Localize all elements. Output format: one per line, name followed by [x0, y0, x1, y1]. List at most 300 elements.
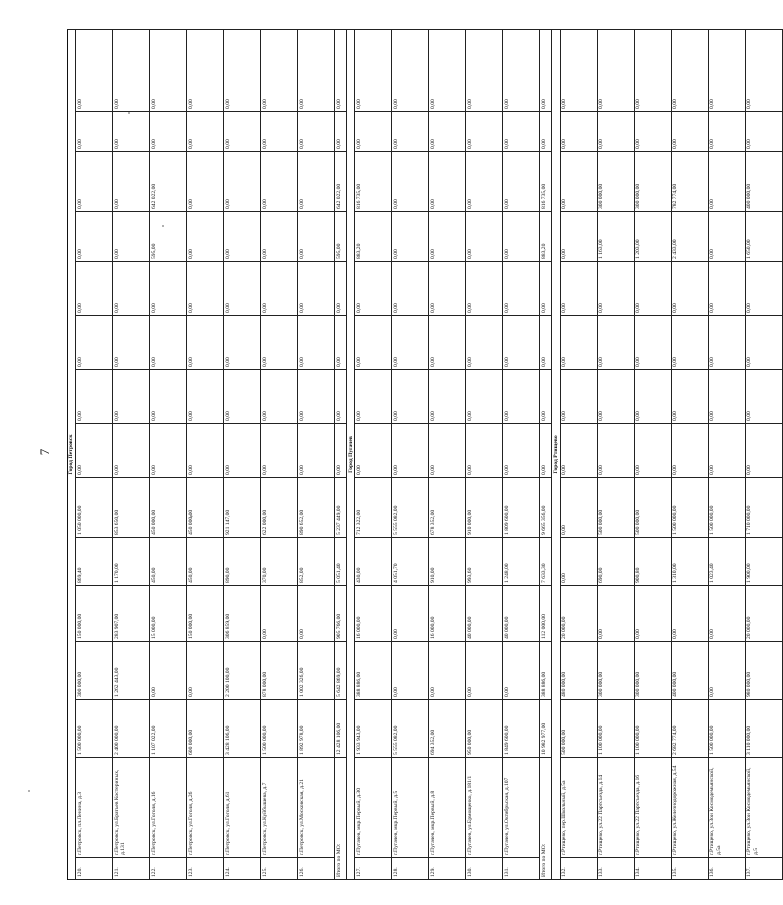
row-address: г.Ртищево, ул.Железнодорожная, д.54: [671, 758, 708, 858]
row-value: 0,00: [298, 316, 335, 370]
row-value: 910,00: [429, 538, 466, 586]
row-value: 1 900,00: [745, 538, 782, 586]
row-value: 0,00: [745, 29, 782, 111]
row-value: 4 051,70: [392, 538, 429, 586]
row-value: 0,00: [76, 370, 113, 424]
row-value: 1 100 000,00: [597, 700, 634, 758]
row-value: 300 000,00: [76, 642, 113, 700]
row-value: 150 000,00: [187, 586, 224, 642]
row-value: 0,00: [392, 262, 429, 316]
row-value: 0,00: [392, 586, 429, 642]
row-value: 0,00: [503, 262, 540, 316]
row-number: 134.: [634, 858, 671, 880]
rotated-table: [67, 30, 759, 880]
row-value: 20 000,00: [560, 586, 597, 642]
row-value: 0,00: [187, 262, 224, 316]
row-value: 869,40: [76, 538, 113, 586]
row-value: 0,00: [745, 424, 782, 478]
row-value: 642 022,00: [150, 152, 187, 212]
row-value: 694 352,00: [429, 700, 466, 758]
row-value: 0,00: [298, 370, 335, 424]
row-value: 0,00: [150, 424, 187, 478]
row-value: 16 000,00: [355, 586, 392, 642]
row-value: 782 774,00: [671, 152, 708, 212]
row-value: 450,00: [150, 538, 187, 586]
row-value: 0,00: [76, 152, 113, 212]
row-value: 678 352,00: [429, 478, 466, 538]
row-value: 0,00: [187, 424, 224, 478]
row-number: 127.: [355, 858, 392, 880]
row-value: 480 000,00: [560, 642, 597, 700]
table-row: [597, 29, 634, 879]
row-value: 0,00: [150, 316, 187, 370]
row-address: г.Ртищево, ул.22 Партсъезда, д.14: [597, 758, 634, 858]
total-value: 10 982 977,00: [540, 700, 552, 758]
row-value: 0,00: [113, 424, 150, 478]
row-value: 1 500 000,00: [261, 700, 298, 758]
row-address: г.Ртищево, ул.Зои Космодемьянской, д.5а: [708, 758, 745, 858]
row-number: 129.: [429, 858, 466, 880]
total-value: 0,00: [540, 316, 552, 370]
row-number: 126.: [298, 858, 335, 880]
row-value: 921 147,00: [224, 478, 261, 538]
row-value: 0,00: [187, 29, 224, 111]
row-value: 0,00: [466, 316, 503, 370]
row-value: 0,00: [224, 424, 261, 478]
row-value: 0,00: [560, 262, 597, 316]
row-number: 130.: [466, 858, 503, 880]
row-value: 450 000,00: [150, 478, 187, 538]
row-value: 0,00: [76, 212, 113, 262]
total-value: 595,00: [335, 212, 347, 262]
row-value: 1 933 943,00: [355, 700, 392, 758]
table-row: [503, 29, 540, 879]
row-value: 0,00: [298, 112, 335, 152]
row-value: 2 200 100,00: [224, 642, 261, 700]
row-value: 0,00: [261, 586, 298, 642]
row-value: 306 859,00: [224, 586, 261, 642]
row-value: 852,00: [298, 538, 335, 586]
row-value: 0,00: [261, 262, 298, 316]
row-address: г.Ртищево, ул.Зои Космодемьянской, д.5: [745, 758, 782, 858]
row-number: 124.: [224, 858, 261, 880]
row-value: 0,00: [429, 262, 466, 316]
table-row: [113, 29, 150, 879]
row-value: 300 000,00: [597, 642, 634, 700]
row-value: 20 000,00: [745, 586, 782, 642]
row-value: 1 107 022,00: [150, 700, 187, 758]
table-row: [708, 29, 745, 879]
row-address: г.Пугачев, мкр.Первый, д.30: [355, 758, 392, 858]
row-value: 0,00: [392, 212, 429, 262]
total-value: 0,00: [540, 424, 552, 478]
total-value: 12 428 106,00: [335, 700, 347, 758]
row-value: 3 110 000,00: [745, 700, 782, 758]
row-number: 131.: [503, 858, 540, 880]
row-value: 1 262 443,00: [113, 642, 150, 700]
row-value: 0,00: [745, 262, 782, 316]
budget-table: [67, 29, 783, 880]
row-value: 993,60: [466, 538, 503, 586]
total-value: 5 642 869,00: [335, 642, 347, 700]
row-value: 0,00: [708, 424, 745, 478]
row-value: 0,00: [708, 642, 745, 700]
row-value: 0,00: [560, 29, 597, 111]
total-value: 0,00: [335, 370, 347, 424]
total-label: Итого по МО:: [335, 758, 347, 880]
row-number: 135.: [671, 858, 708, 880]
row-value: 0,00: [429, 29, 466, 111]
row-value: 0,00: [634, 262, 671, 316]
row-value: 0,00: [355, 112, 392, 152]
row-value: 3 428 106,00: [224, 700, 261, 758]
row-value: 0,00: [298, 424, 335, 478]
row-value: 0,00: [597, 316, 634, 370]
rotated-table-frame: [67, 30, 759, 880]
row-value: 1 500 000,00: [671, 478, 708, 538]
row-value: 0,00: [560, 316, 597, 370]
row-value: 0,00: [745, 316, 782, 370]
total-value: 5 237 449,00: [335, 478, 347, 538]
total-value: 0,00: [540, 112, 552, 152]
row-value: 0,00: [76, 112, 113, 152]
row-address: г.Ртищево, пер.Школьный, д.5а: [560, 758, 597, 858]
row-value: 0,00: [392, 112, 429, 152]
row-value: 0,00: [671, 262, 708, 316]
row-value: 0,00: [76, 262, 113, 316]
row-value: 0,00: [76, 424, 113, 478]
row-address: г.Петровск, ул.Гоголя, д.61: [224, 758, 261, 858]
row-value: 0,00: [634, 586, 671, 642]
row-value: 0,00: [560, 152, 597, 212]
row-value: 15 000,00: [150, 586, 187, 642]
row-number: 133.: [597, 858, 634, 880]
row-value: 450,00: [187, 538, 224, 586]
total-row: [335, 29, 347, 879]
row-value: 0,00: [671, 370, 708, 424]
row-value: 0,00: [429, 212, 466, 262]
row-value: 0,00: [634, 424, 671, 478]
row-value: 0,00: [298, 29, 335, 111]
row-value: 0,00: [503, 370, 540, 424]
table-row: [298, 29, 335, 879]
section-title: Город Петровск: [68, 29, 76, 879]
row-value: 5 555 082,00: [392, 478, 429, 538]
total-value: 0,00: [335, 262, 347, 316]
row-number: 125.: [261, 858, 298, 880]
row-value: 0,00: [708, 212, 745, 262]
row-value: 1 002 326,00: [298, 642, 335, 700]
row-value: 500 000,00: [560, 700, 597, 758]
row-value: 0,00: [224, 212, 261, 262]
row-value: 0,00: [392, 370, 429, 424]
row-value: 1 100 000,00: [634, 700, 671, 758]
row-value: 0,00: [560, 538, 597, 586]
row-value: 0,00: [466, 112, 503, 152]
total-value: 9 665 356,00: [540, 478, 552, 538]
row-value: 0,00: [187, 316, 224, 370]
row-address: г.Петровск, ул.Гоголя, д.16: [150, 758, 187, 858]
total-value: 112 000,00: [540, 586, 552, 642]
row-address: г.Петровск, ул.Московская, д.21: [298, 758, 335, 858]
row-value: 0,00: [224, 262, 261, 316]
total-value: 0,00: [335, 316, 347, 370]
row-value: 0,00: [634, 370, 671, 424]
row-value: 0,00: [261, 29, 298, 111]
row-value: 0,00: [597, 262, 634, 316]
row-value: 16 000,00: [429, 586, 466, 642]
row-value: 0,00: [261, 212, 298, 262]
row-value: 0,00: [224, 316, 261, 370]
row-value: 1 050 000,00: [76, 478, 113, 538]
table-row: [429, 29, 466, 879]
row-value: 400 000,00: [671, 642, 708, 700]
total-label: Итого по МО:: [540, 758, 552, 880]
row-value: 0,00: [392, 424, 429, 478]
row-value: 622 000,00: [261, 478, 298, 538]
row-value: 0,00: [503, 29, 540, 111]
table-row: [634, 29, 671, 879]
row-value: 0,00: [429, 424, 466, 478]
row-value: 1 849 600,00: [503, 700, 540, 758]
row-value: 816 735,00: [355, 152, 392, 212]
total-value: 0,00: [540, 262, 552, 316]
row-value: 0,00: [708, 316, 745, 370]
row-value: 40 000,00: [503, 586, 540, 642]
row-value: 0,00: [503, 642, 540, 700]
table-row: [745, 29, 782, 879]
row-value: 450 000,00: [187, 478, 224, 538]
row-number: 132.: [560, 858, 597, 880]
row-value: 0,00: [392, 29, 429, 111]
row-value: 0,00: [560, 212, 597, 262]
section-title: Город Ртищево: [552, 29, 560, 879]
row-number: 128.: [392, 858, 429, 880]
row-value: 0,00: [113, 152, 150, 212]
row-value: 0,00: [634, 316, 671, 370]
section-title: Город Пугачев: [347, 29, 355, 879]
row-value: 600 000,00: [187, 700, 224, 758]
row-value: 1 310,00: [671, 538, 708, 586]
row-value: 1 023,40: [708, 538, 745, 586]
row-value: 0,00: [560, 112, 597, 152]
row-value: 1 248,00: [503, 538, 540, 586]
row-value: 690,00: [597, 538, 634, 586]
total-row: [540, 29, 552, 879]
row-value: 0,00: [708, 152, 745, 212]
section-header-row: [347, 29, 355, 879]
row-value: 2 682 774,00: [671, 700, 708, 758]
row-value: 0,00: [466, 370, 503, 424]
row-value: 0,00: [745, 370, 782, 424]
row-value: 0,00: [671, 586, 708, 642]
row-value: 0,00: [261, 370, 298, 424]
table-body: [68, 29, 783, 879]
row-value: 300 000,00: [634, 642, 671, 700]
table-row: [76, 29, 113, 879]
row-value: 0,00: [503, 316, 540, 370]
row-value: 430,00: [355, 538, 392, 586]
row-value: 0,00: [671, 112, 708, 152]
row-value: 0,00: [224, 152, 261, 212]
row-value: 950 000,00: [466, 700, 503, 758]
row-number: 123.: [187, 858, 224, 880]
row-value: 388 886,00: [355, 642, 392, 700]
row-value: 910 000,00: [466, 478, 503, 538]
row-value: 283 907,00: [113, 586, 150, 642]
row-value: 0,00: [355, 29, 392, 111]
total-value: 883,20: [540, 212, 552, 262]
row-value: 0,00: [76, 29, 113, 111]
row-value: 1 650,00: [745, 212, 782, 262]
row-value: 0,00: [150, 29, 187, 111]
row-value: 0,00: [392, 152, 429, 212]
section-header-row: [68, 29, 76, 879]
row-value: 712 322,00: [355, 478, 392, 538]
row-value: 0,00: [466, 212, 503, 262]
table-row: [355, 29, 392, 879]
row-value: 500 000,00: [597, 478, 634, 538]
row-value: 0,00: [708, 112, 745, 152]
row-value: 0,00: [671, 424, 708, 478]
row-value: 0,00: [429, 642, 466, 700]
row-value: 0,00: [429, 370, 466, 424]
row-value: 1 710 000,00: [745, 478, 782, 538]
total-value: 388 886,00: [540, 642, 552, 700]
row-value: 0,00: [671, 316, 708, 370]
row-value: 0,00: [298, 262, 335, 316]
total-value: 642 022,00: [335, 152, 347, 212]
row-value: 900,80: [634, 538, 671, 586]
row-value: 0,00: [224, 29, 261, 111]
row-address: г.Петровск, ул.Куйбышева, д.7: [261, 758, 298, 858]
section-header-row: [552, 29, 560, 879]
row-value: 1 170,00: [113, 538, 150, 586]
total-value: 0,00: [540, 29, 552, 111]
row-value: 0,00: [187, 152, 224, 212]
row-value: 853 650,00: [113, 478, 150, 538]
row-value: 0,00: [745, 112, 782, 152]
table-row: [224, 29, 261, 879]
row-value: 0,00: [708, 586, 745, 642]
row-value: 0,00: [261, 316, 298, 370]
row-value: 0,00: [261, 424, 298, 478]
total-value: 0,00: [335, 424, 347, 478]
row-address: г.Пугачев, ул.Ермощенко, д.181/1: [466, 758, 503, 858]
row-value: 0,00: [355, 370, 392, 424]
table-row: [392, 29, 429, 879]
row-value: 0,00: [466, 424, 503, 478]
row-value: 0,00: [466, 29, 503, 111]
row-value: 0,00: [634, 112, 671, 152]
row-value: 890 652,00: [298, 478, 335, 538]
row-value: 40 000,00: [466, 586, 503, 642]
row-number: 136.: [708, 858, 745, 880]
row-number: 121.: [113, 858, 150, 880]
table-row: [560, 29, 597, 879]
row-value: 0,00: [671, 29, 708, 111]
row-value: 0,00: [429, 316, 466, 370]
row-value: 0,00: [113, 262, 150, 316]
row-value: 0,00: [466, 642, 503, 700]
row-value: 0,00: [187, 112, 224, 152]
row-value: 0,00: [113, 370, 150, 424]
row-value: 0,00: [76, 316, 113, 370]
row-value: 0,00: [466, 262, 503, 316]
row-address: г.Петровск, ул.Гоголя, д.26: [187, 758, 224, 858]
row-number: 120.: [76, 858, 113, 880]
row-value: 0,00: [634, 29, 671, 111]
row-value: 0,00: [298, 152, 335, 212]
row-value: 1 500 000,00: [76, 700, 113, 758]
row-value: 0,00: [298, 212, 335, 262]
row-value: 0,00: [503, 152, 540, 212]
row-value: 890,00: [224, 538, 261, 586]
total-value: 5 051,40: [335, 538, 347, 586]
row-value: 0,00: [597, 586, 634, 642]
row-value: 0,00: [597, 424, 634, 478]
total-value: 0,00: [540, 370, 552, 424]
row-value: 883,20: [355, 212, 392, 262]
row-value: 300 000,00: [634, 152, 671, 212]
row-value: 5 555 082,00: [392, 700, 429, 758]
row-value: 0,00: [261, 152, 298, 212]
row-value: 400 000,00: [745, 152, 782, 212]
row-value: 0,00: [597, 112, 634, 152]
table-row: [187, 29, 224, 879]
row-value: 0,00: [187, 370, 224, 424]
row-value: 0,00: [560, 370, 597, 424]
row-address: г.Пугачев, мкр.Первый, д.5: [392, 758, 429, 858]
row-address: г.Ртищево, ул.22 Партсъезда, д.16: [634, 758, 671, 858]
row-value: 0,00: [224, 370, 261, 424]
row-value: 1 500 000,00: [708, 700, 745, 758]
row-value: 0,00: [560, 424, 597, 478]
row-value: 0,00: [503, 424, 540, 478]
row-value: 0,00: [503, 212, 540, 262]
row-value: 500 000,00: [634, 478, 671, 538]
row-value: 0,00: [355, 316, 392, 370]
total-value: 7 633,30: [540, 538, 552, 586]
row-value: 0,00: [187, 212, 224, 262]
row-value: 0,00: [708, 262, 745, 316]
row-value: 0,00: [187, 642, 224, 700]
row-value: 0,00: [113, 212, 150, 262]
row-value: 370,00: [261, 538, 298, 586]
table-row: [150, 29, 187, 879]
row-value: 0,00: [560, 478, 597, 538]
row-value: 0,00: [355, 424, 392, 478]
table-row: [671, 29, 708, 879]
row-value: 1 203,00: [634, 212, 671, 262]
row-value: 1 163,00: [597, 212, 634, 262]
row-value: 0,00: [597, 370, 634, 424]
table-row: [261, 29, 298, 879]
page-number: 7: [37, 448, 52, 456]
row-value: 300 000,00: [597, 152, 634, 212]
total-value: 816 735,00: [540, 152, 552, 212]
row-value: 0,00: [113, 112, 150, 152]
row-value: 0,00: [392, 642, 429, 700]
row-value: 2 400 000,00: [113, 700, 150, 758]
row-value: 0,00: [224, 112, 261, 152]
row-address: г.Петровск, ул.Братьев Костериных, д.131: [113, 758, 150, 858]
total-value: 0,00: [335, 29, 347, 111]
row-value: 0,00: [113, 316, 150, 370]
row-value: 0,00: [261, 112, 298, 152]
row-address: г.Петровск, пл.Ленина, д.3: [76, 758, 113, 858]
row-value: 1 500 000,00: [708, 478, 745, 538]
